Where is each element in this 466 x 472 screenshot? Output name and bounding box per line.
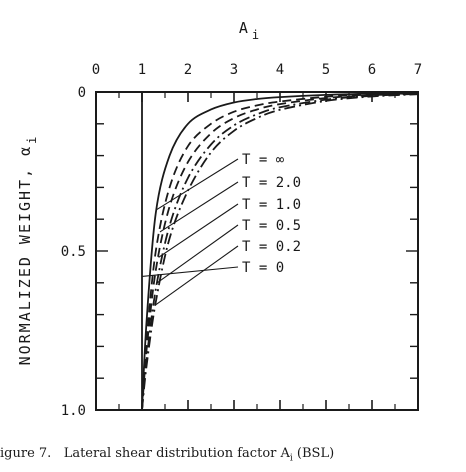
x-axis-title-main: A xyxy=(238,19,250,37)
figure-caption xyxy=(0,446,466,464)
leader-label-2: T = 1.0 xyxy=(242,197,302,213)
x-tick-label-3: 3 xyxy=(229,62,239,78)
leader-label-4: T = 0.2 xyxy=(242,239,302,255)
caption-sub: i xyxy=(289,453,293,464)
x-tick-label-4: 4 xyxy=(275,62,285,78)
y-tick-label-0: 0 xyxy=(77,85,86,101)
y-axis-title-main: NORMALIZED WEIGHT, α xyxy=(16,144,34,366)
caption-text: Lateral shear distribution factor A xyxy=(63,446,290,461)
x-tick-label-5: 5 xyxy=(321,62,331,78)
caption-suffix: (BSL) xyxy=(296,446,335,461)
leader-label-1: T = 2.0 xyxy=(242,175,302,191)
leader-line-1 xyxy=(160,182,238,232)
x-tick-label-7: 7 xyxy=(413,62,423,78)
leader-label-5: T = 0 xyxy=(242,260,285,276)
x-axis-title xyxy=(239,19,261,42)
annotation-layer xyxy=(142,152,301,305)
leader-line-2 xyxy=(159,204,238,257)
x-tick-label-6: 6 xyxy=(367,62,377,78)
x-tick-label-0: 0 xyxy=(91,62,101,78)
y-axis-title-sub: i xyxy=(25,134,39,144)
leader-label-0: T = ∞ xyxy=(242,152,285,168)
y-tick-label-0.5: 0.5 xyxy=(60,244,86,260)
x-tick-label-2: 2 xyxy=(183,62,193,78)
y-tick-label-1: 1.0 xyxy=(60,403,86,419)
leader-label-3: T = 0.5 xyxy=(242,218,302,234)
leader-line-0 xyxy=(157,159,238,210)
y-axis-title xyxy=(16,135,39,366)
x-tick-label-1: 1 xyxy=(137,62,147,78)
x-axis-title-sub: i xyxy=(251,28,262,42)
caption-prefix: igure 7. xyxy=(0,446,52,461)
